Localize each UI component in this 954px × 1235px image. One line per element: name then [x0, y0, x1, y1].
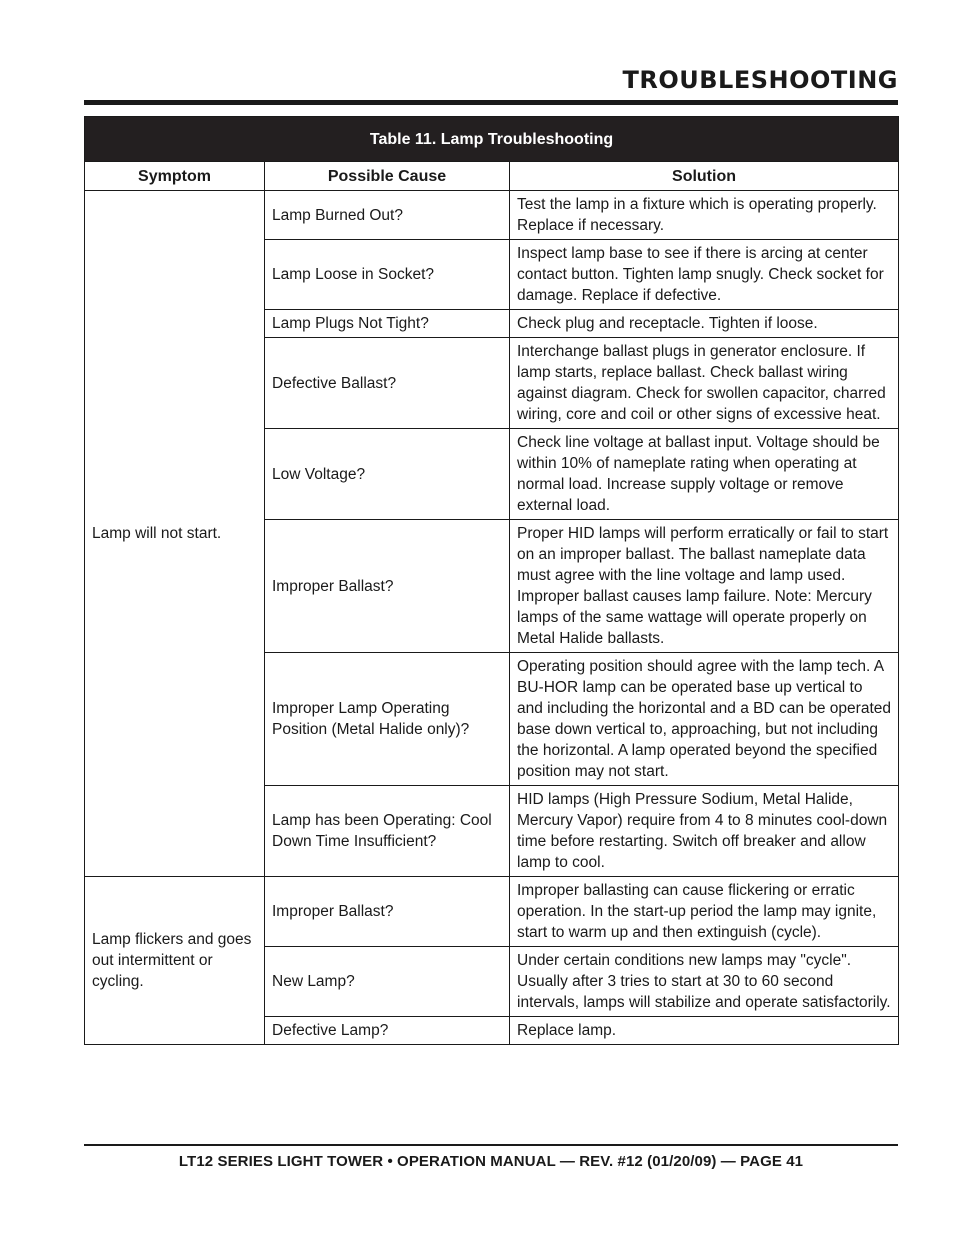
cause-cell: Improper Lamp Operating Position (Metal Halide only)? — [265, 653, 510, 786]
solution-cell: Test the lamp in a fixture which is operating properly. Replace if necessary. — [510, 191, 899, 240]
footer-rule — [84, 1144, 898, 1146]
page-title: TROUBLESHOOTING — [622, 66, 898, 94]
table-caption-row — [85, 117, 899, 162]
solution-cell: Inspect lamp base to see if there is arcing at center contact button. Tighten lamp snugly. Check socket for damage. Replace if defective. — [510, 240, 899, 310]
cause-cell: Defective Lamp? — [265, 1017, 510, 1045]
table-row — [85, 877, 899, 947]
column-header-symptom: Symptom — [85, 162, 265, 191]
cause-cell: Lamp has been Operating: Cool Down Time Insufficient? — [265, 786, 510, 877]
symptom-cell: Lamp will not start. — [85, 191, 265, 877]
solution-cell: Operating position should agree with the lamp tech. A BU-HOR lamp can be operated base up vertical to and including the horizontal and a BD can be operated base down vertical to, approaching, but not including the horizontal. A lamp operated beyond the specified position may not start. — [510, 653, 899, 786]
cause-cell: Improper Ballast? — [265, 520, 510, 653]
table-caption: Table 11. Lamp Troubleshooting — [85, 117, 899, 162]
cause-cell: Low Voltage? — [265, 429, 510, 520]
symptom-cell: Lamp flickers and goes out intermittent or cycling. — [85, 877, 265, 1045]
cause-cell: Defective Ballast? — [265, 338, 510, 429]
cause-cell: New Lamp? — [265, 947, 510, 1017]
table-row — [85, 191, 899, 240]
page-footer — [84, 1144, 898, 1184]
cause-cell: Lamp Loose in Socket? — [265, 240, 510, 310]
column-header-possible-cause: Possible Cause — [265, 162, 510, 191]
page-header — [84, 62, 898, 106]
solution-cell: Check plug and receptacle. Tighten if loose. — [510, 310, 899, 338]
footer-text: LT12 SERIES LIGHT TOWER • OPERATION MANUAL — REV. #12 (01/20/09) — PAGE 41 — [178, 1153, 804, 1170]
solution-cell: Proper HID lamps will perform erratically or fail to start on an improper ballast. The ballast nameplate data must agree with the line voltage and lamp used. Improper ballast causes lamp failure. Note: Mercury lamps of the same wattage will operate properly on Metal Halide ballasts. — [510, 520, 899, 653]
header-rule — [84, 100, 898, 105]
solution-cell: Replace lamp. — [510, 1017, 899, 1045]
solution-cell: Interchange ballast plugs in generator enclosure. If lamp starts, replace ballast. Check ballast wiring against diagram. Check for swollen capacitor, charred wiring, core and coil or other signs of excessive heat. — [510, 338, 899, 429]
cause-cell: Improper Ballast? — [265, 877, 510, 947]
table-header-row — [85, 162, 899, 191]
lamp-troubleshooting-table — [84, 116, 899, 1045]
solution-cell: Check line voltage at ballast input. Voltage should be within 10% of nameplate rating when operating at normal load. Increase supply voltage or remove external load. — [510, 429, 899, 520]
solution-cell: Under certain conditions new lamps may "cycle". Usually after 3 tries to start at 30 to 60 second intervals, lamps will stabilize and operate satisfactorily. — [510, 947, 899, 1017]
cause-cell: Lamp Burned Out? — [265, 191, 510, 240]
solution-cell: HID lamps (High Pressure Sodium, Metal Halide, Mercury Vapor) require from 4 to 8 minutes cool-down time before restarting. Switch off breaker and allow lamp to cool. — [510, 786, 899, 877]
column-header-solution: Solution — [510, 162, 899, 191]
cause-cell: Lamp Plugs Not Tight? — [265, 310, 510, 338]
solution-cell: Improper ballasting can cause flickering or erratic operation. In the start-up period the lamp may ignite, start to warm up and then extinguish (cycle). — [510, 877, 899, 947]
